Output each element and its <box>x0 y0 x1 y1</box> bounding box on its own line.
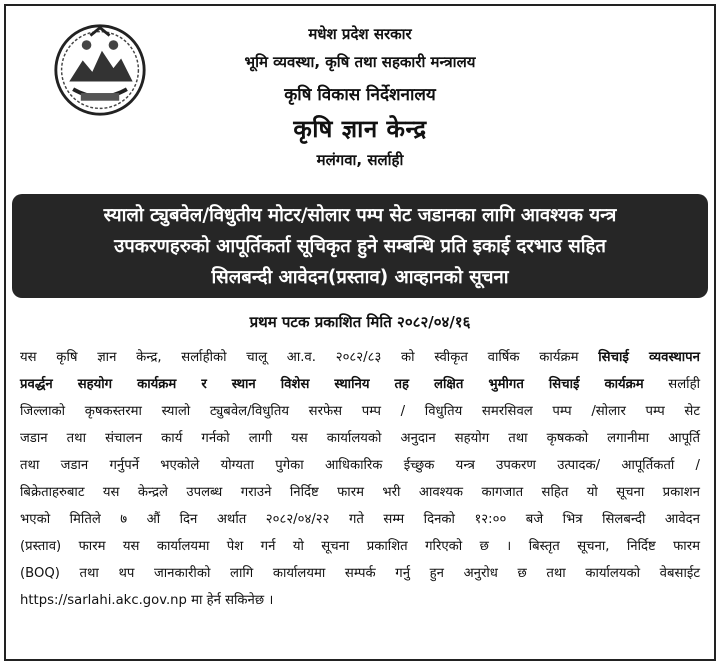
banner-line-2: उपकरणहरुको आपूर्तिकर्ता सूचिकृत हुने सम्बन्धि प्रति इकाई दरभाउ सहित <box>114 236 606 257</box>
body-line-7: भएको मितिले ७ औं दिन अर्थात २०८२/०४/२२ गते सम्म दिनको १२:०० बजे भित्र सिलबन्दी आवेदन <box>20 512 700 527</box>
body-line-2 <box>20 371 700 398</box>
notice-title-banner <box>12 194 708 298</box>
body-line-9: (BOQ) तथा थप जानकारीको लागि कार्यालयमा सम्पर्क गर्नु हुन अनुरोध छ तथा कार्यालयको वेबसाईट <box>20 566 700 581</box>
notice-body <box>20 344 700 614</box>
body-line-4: जडान तथा संचालन कार्य गर्नको लागी यस कार्यालयको अनुदान सहयोग तथा कृषकको लगानीमा आपूर्ति <box>20 431 700 446</box>
header-ministry: भूमि व्यवस्था, कृषि तथा सहकारी मन्त्रालय <box>244 53 476 71</box>
body-line-8: (प्रस्ताव) फारम यस कार्यालयमा पेश गर्न यो सूचना प्रकाशित गरिएको छ । बिस्तृत सूचना, निर्दिष्ट फारम <box>20 539 700 554</box>
header-province: मधेश प्रदेश सरकार <box>308 25 412 43</box>
banner-line-1: स्यालो ट्युबवेल/विधुतीय मोटर/सोलार पम्प सेट जडानका लागि आवश्यक यन्त्र <box>103 205 617 226</box>
body-line-3: जिल्लाको कृषकस्तरमा स्यालो ट्युबवेल/विधुतिय सरफेस पम्प / विधुतिय समरसिवल पम्प /सोलार पम्प सेट <box>20 404 700 419</box>
body-line-5: तथा जडान गर्नुपर्ने भएकोले योग्यता पुगेका आधिकारिक ईच्छुक यन्त्र उपकरण उत्पादक/ आपूर्तिकर्ता / <box>20 458 700 473</box>
body-line-6: बिक्रेताहरुबाट यस केन्द्रले उपलब्ध गराउने निर्दिष्ट फारम भरी आवश्यक कागजात सहित यो सूचना प्रकाशन <box>20 485 700 500</box>
body-text: सर्लाही <box>643 377 700 392</box>
header-location: मलंगवा, सर्लाही <box>316 151 404 169</box>
body-line-1 <box>20 344 700 371</box>
body-text: यस कृषि ज्ञान केन्द्र, सर्लाहीको चालू आ.व. २०८२/८३ को स्वीकृत वार्षिक कार्यक्रम <box>20 350 599 365</box>
header-directorate: कृषि विकास निर्देशनालय <box>284 85 436 105</box>
body-line-10: https://sarlahi.akc.gov.np मा हेर्न सकिनेछ । <box>20 593 274 608</box>
body-bold-text: सिचाई व्यवस्थापन <box>598 350 700 365</box>
body-bold-text: प्रवर्द्धन सहयोग कार्यक्रम र स्थान विशेस स्थानिय तह लक्षित भुमीगत सिचाई कार्यक्रम <box>20 377 644 392</box>
header-office: कृषि ज्ञान केन्द्र <box>293 115 427 143</box>
published-date: प्रथम पटक प्रकाशित मिति २०८२/०४/१६ <box>249 313 471 331</box>
banner-line-3: सिलबन्दी आवेदन(प्रस्ताव) आव्हानको सूचना <box>211 267 509 288</box>
